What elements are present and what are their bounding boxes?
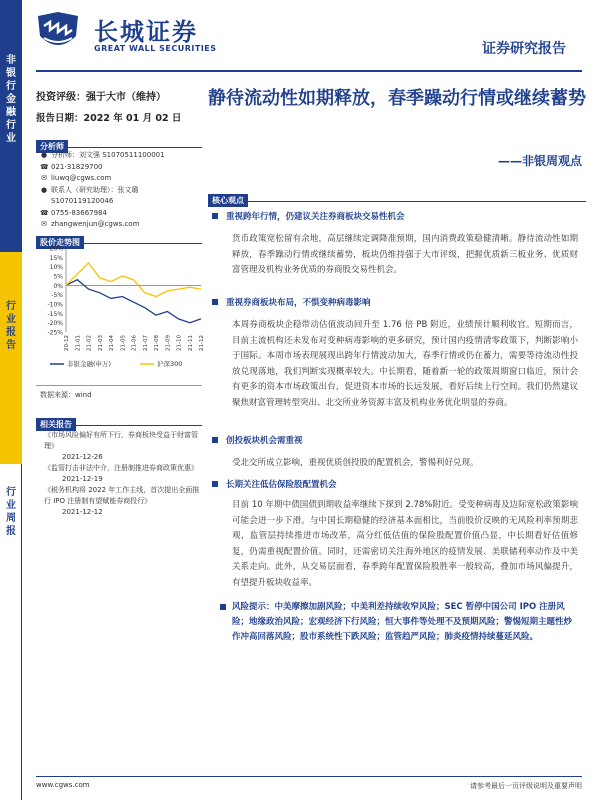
logo-chinese-name: 长城证券 — [94, 17, 198, 46]
y-tick-label: -20% — [47, 320, 63, 328]
related-heading-label: 相关报告 — [36, 418, 76, 431]
series-line-0 — [66, 280, 201, 323]
y-tick-label: -25% — [47, 329, 63, 337]
sidebar-report-label: 行业报告 — [6, 301, 16, 351]
core-view-label: 核心观点 — [208, 194, 248, 207]
section-heading-3: 创投板块机会需重视 — [212, 434, 303, 446]
stock-trend-chart — [36, 244, 206, 374]
bullet-square-icon — [212, 437, 218, 443]
legend-label: 非银金融(申万) — [67, 360, 112, 368]
investment-rating: 投资评级：强于大市（维持） — [36, 92, 166, 103]
section-body-1: 货币政策宽松留有余地，高层继续定调降准预期，国内消费政策稳健清晰。静待流动性如期释放，春季躁动行情或继续蓄势，板块仍维持强于大市评级，把握优质新三板业务、优质财富管理及机构业务优质的券商股交易性机会。 — [232, 234, 578, 275]
related-report-item[interactable] — [44, 485, 204, 518]
analyst-line-text: S1070119120046 — [51, 197, 114, 205]
y-tick-label: 20% — [49, 245, 63, 253]
x-tick-label: 21-08 — [154, 335, 160, 351]
section-body-3: 受北交所成立影响，重视优质创投股的配置机会，警惕利好兑现。 — [232, 458, 479, 468]
footer-disclaimer: 请参考最后一页评级说明及重要声明 — [470, 782, 582, 790]
footer-website: www.cgws.com — [36, 781, 90, 789]
person-icon: ● — [40, 151, 48, 160]
related-report-item[interactable] — [44, 463, 204, 485]
related-report-item[interactable] — [44, 430, 204, 463]
report-title: 静待流动性如期释放，春季躁动行情或继续蓄势 — [208, 88, 586, 109]
phone-icon: ☎ — [40, 208, 49, 217]
report-date: 报告日期：2022 年 01 月 02 日 — [36, 113, 182, 124]
section-heading-2: 重视券商板块布局，不惧变种病毒影响 — [212, 296, 371, 308]
analyst-line — [40, 185, 205, 197]
related-report-title[interactable]: 《监管打击非法中介，注册制推进券商政策优惠》 — [44, 464, 198, 472]
bullet-square-icon — [212, 299, 218, 305]
analyst-line — [40, 208, 205, 220]
phone-icon: ☎ — [40, 162, 49, 171]
y-tick-label: 0% — [53, 282, 63, 290]
analyst-line — [40, 196, 205, 208]
x-tick-label: 21-10 — [176, 335, 183, 351]
series-line-1 — [66, 263, 201, 297]
analyst-line-text: zhangwenjun@cgws.com — [51, 220, 140, 228]
bullet-square-icon — [212, 481, 218, 487]
section-body-4: 目前 10 年期中债国债到期收益率继续下探到 2.78%附近。受变种病毒及边际宽松政策影响可能会进一步下滑。与中国长期稳健的经济基本面相比，当前股价反映的无风险利率预期悲观，监管层持续推进市场改革，高分红低估值的保险股配置价值凸显，中长期看好估值修复，仍需重视配置价值。同时，还需密切关注海外地区的疫情发展、美联储利率动作及中美关系走向。此外，从交易层面看，春季跨年配置保险股胜率一般较高，叠加市场风偏提升，有望提升板块收益率。 — [232, 500, 578, 588]
section-body-2: 本周券商板块企稳带动估值波动回升至 1.76 倍 PB 附近，业绩预计顺利收官。短期而言，目前主流机构还未发布对变种病毒影响的更多研究，预计国内疫情清零政策下，判断影响小于国际。本周市场表现展现出跨年行情波动加大，春季行情或仍在蓄力，需要等待流动性投放兑现落地，我们判断实现概率较大。中长期看，随着新一轮的政策周期窗口临近，预计会有更多的资本市场政策出台，促进资本市场的长远发展，看好后续上行空间。我们仍然建议聚焦财富管理转型突出、北交所业务资源丰富及机构业务优化明显的券商。 — [232, 320, 578, 408]
related-report-title[interactable]: 《税务机构将 2022 年工作主线，首次提出全面推行 IPO 注册制有望赋能券商投行》 — [44, 486, 200, 505]
related-report-date: 2021-12-19 — [62, 475, 103, 483]
x-tick-label: 21-03 — [97, 335, 104, 351]
risk-warning — [220, 600, 580, 645]
left-sidebar — [0, 0, 22, 800]
y-tick-label: -5% — [51, 292, 63, 300]
related-report-date: 2021-12-26 — [62, 453, 103, 461]
x-tick-label: 21-06 — [131, 335, 138, 351]
footer-divider — [36, 776, 582, 777]
analyst-heading-label: 分析师 — [36, 140, 68, 153]
analyst-line-text: 联系人（研究助理）：张文璐 — [51, 185, 139, 194]
analyst-line — [40, 150, 205, 162]
blank-icon — [40, 198, 48, 205]
chart-source: 数据来源：wind — [40, 391, 92, 399]
sidebar-industry-label: 非银行金融行业 — [6, 55, 16, 144]
sidebar-industry-block — [0, 0, 22, 252]
chart-source-divider — [36, 376, 202, 386]
bullet-square-icon — [212, 213, 218, 219]
email-icon: ✉ — [41, 174, 47, 183]
section-heading-4: 长期关注低估保险股配置机会 — [212, 478, 337, 490]
y-tick-label: 10% — [49, 264, 63, 272]
sidebar-weekly-block — [0, 464, 22, 800]
x-tick-label: 21-09 — [165, 335, 172, 351]
analyst-line — [40, 173, 205, 185]
person-icon: ● — [40, 185, 48, 194]
company-logo — [36, 8, 236, 58]
analyst-line — [40, 219, 205, 231]
y-tick-label: 5% — [53, 273, 63, 281]
related-report-date: 2021-12-12 — [62, 508, 103, 516]
section-heading-1: 重视跨年行情，仍建议关注券商板块交易性机会 — [212, 210, 405, 222]
header-divider — [36, 70, 582, 72]
sidebar-weekly-label: 行业周报 — [6, 487, 16, 537]
sidebar-report-block — [0, 252, 22, 464]
report-subtitle: ——非银周观点 — [497, 154, 582, 168]
great-wall-shield-icon — [36, 12, 80, 52]
analyst-line-text: liuwq@cgws.com — [51, 174, 112, 182]
x-tick-label: 21-01 — [75, 335, 82, 351]
related-section-heading — [36, 412, 202, 429]
analyst-line-text: 分析师：刘文强 S1070511100001 — [51, 151, 165, 159]
logo-english-name: GREAT WALL SECURITIES — [94, 44, 217, 53]
x-tick-label: 21-02 — [86, 335, 93, 351]
analyst-line-text: 0755-83667984 — [51, 208, 107, 217]
related-reports-list — [44, 430, 204, 518]
y-tick-label: 15% — [49, 254, 63, 262]
y-tick-label: -10% — [47, 301, 63, 309]
analyst-line — [40, 162, 205, 174]
x-tick-label: 21-05 — [120, 335, 127, 351]
report-type-label: 证券研究报告 — [482, 41, 566, 57]
related-report-title[interactable]: 《市场风险偏好有所下行，券商板块受益于财富管理》 — [44, 431, 198, 450]
analyst-section-heading — [36, 134, 202, 151]
x-tick-label: 21-07 — [142, 335, 149, 351]
y-tick-label: -15% — [47, 310, 63, 318]
x-tick-label: 21-11 — [187, 335, 194, 351]
chart-section-heading — [36, 230, 202, 247]
x-tick-label: 20-12 — [64, 335, 70, 351]
core-view-heading — [208, 188, 586, 205]
risk-warning-text: 风险提示：中美摩擦加剧风险；中美利差持续收窄风险；SEC 暂停中国公司 IPO 注册风险；地缘政治风险；宏观经济下行风险；恒大事件等处理不及预期风险；警惕短期主题性炒作冲高回落风险；股市系统性下跌风险；监管趋严风险；肺炎疫情持续蔓延风险。 — [232, 602, 573, 642]
x-tick-label: 21-04 — [109, 335, 115, 351]
analyst-info — [40, 150, 205, 231]
analyst-line-text: 021-31829700 — [51, 162, 103, 171]
chart-heading-label: 股价走势图 — [36, 236, 84, 249]
legend-label: 沪深300 — [157, 360, 183, 368]
x-tick-label: 21-12 — [199, 335, 205, 351]
email-icon: ✉ — [41, 220, 47, 229]
bullet-square-icon — [220, 604, 226, 610]
